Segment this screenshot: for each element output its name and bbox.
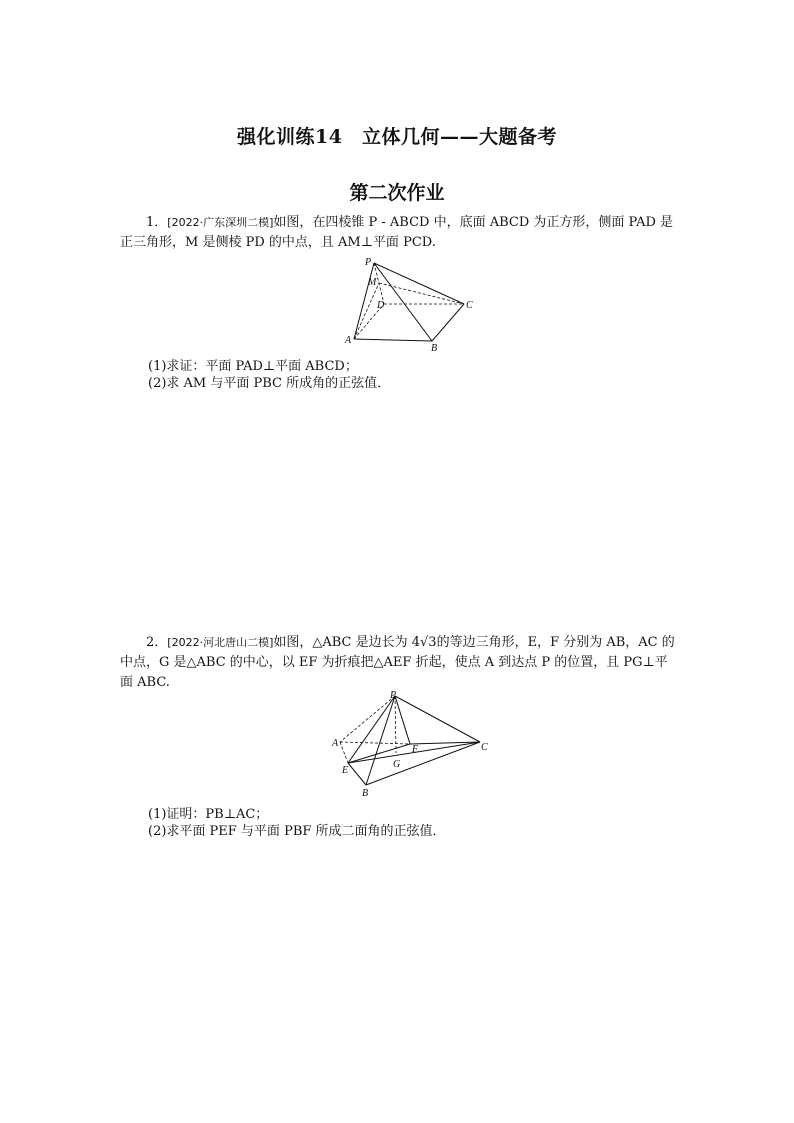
fig2-label-b: B [362,788,369,799]
fig1-label-b: B [431,343,438,354]
fig1-label-p: P [365,257,372,268]
problem-1-figure [340,252,480,354]
problem-1-source: [2022·广东深圳二模] [167,216,274,229]
problem-2-statement [120,633,680,693]
problem-2-question-2: (2)求平面 PEF 与平面 PBF 所成二面角的正弦值． [148,824,446,839]
section-title: 第二次作业 [349,182,445,204]
problem-1-question-1: (1)求证：平面 PAD⊥平面 ABCD； [148,359,358,374]
fig2-label-c: C [481,742,488,753]
fig2-label-a: A [332,738,339,749]
fig1-label-a: A [345,335,352,346]
fig1-label-d: D [377,300,385,311]
fig2-label-e: E [342,765,349,776]
problem-2-source: [2022·河北唐山二模] [167,636,274,649]
problem-1-statement [120,213,680,253]
fig1-label-c: C [466,300,473,311]
problem-2-number: 2． [146,635,168,650]
problem-2-question-1: (1)证明：PB⊥AC； [148,807,269,822]
problem-2-figure [328,688,493,800]
fig2-label-g: G [393,759,401,770]
problem-1-question-2: (2)求 AM 与平面 PBC 所成角的正弦值． [148,376,391,391]
fig2-label-p: P [390,690,397,701]
problem-2-text: 如图，△ABC 是边长为 4√3的等边三角形，E，F 分别为 AB，AC 的中点，G 是△ABC 的中心，以 EF 为折痕把△AEF 折起，使点 A 到达点 P 的位置，且 PG⊥平面 ABC. [120,635,675,690]
fig2-label-f: F [412,744,419,755]
problem-1-number: 1． [146,215,168,230]
fig1-label-m: M [368,277,377,288]
page-title: 强化训练14 立体几何——大题备考 [237,126,557,148]
problem-1-text: 如图，在四棱锥 P - ABCD 中，底面 ABCD 为正方形，侧面 PAD 是正三角形，M 是侧棱 PD 的中点，且 AM⊥平面 PCD. [120,215,674,250]
